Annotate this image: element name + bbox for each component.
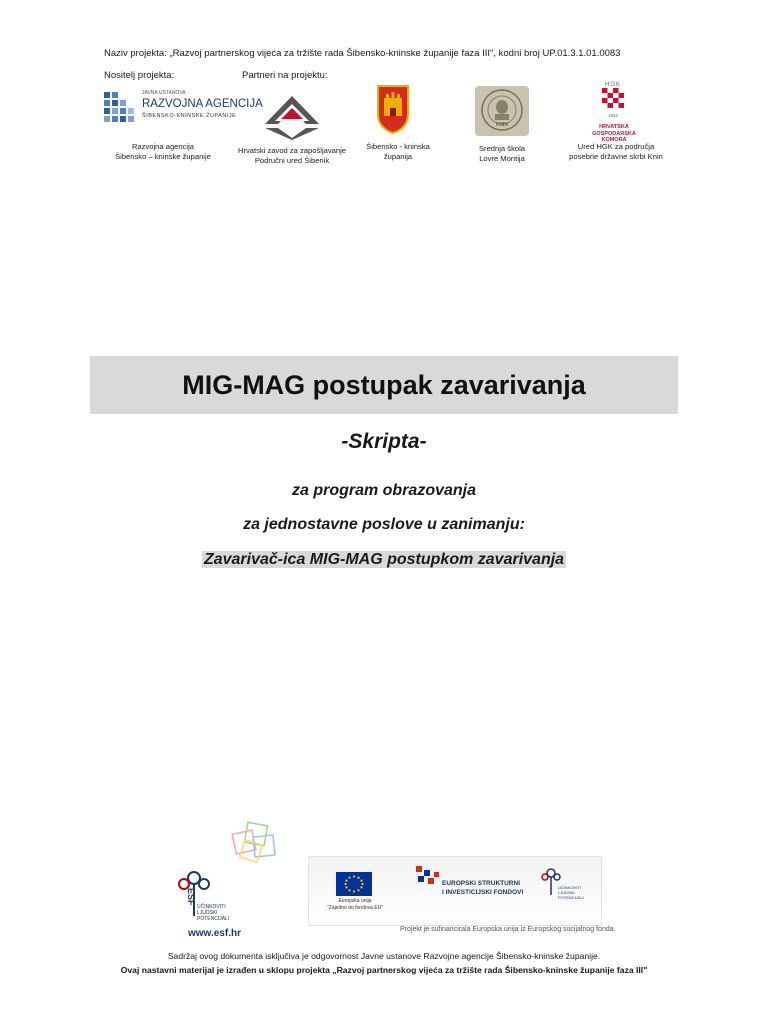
esf-url: www.esf.hr — [188, 928, 241, 939]
county-caption: Šibensko - kninska županija — [366, 142, 430, 162]
school-seal-text: KNIN — [496, 122, 508, 128]
program-line-2: za jednostavne poslove u zanimanju: — [243, 516, 525, 533]
document-subtitle: -Skripta- — [341, 430, 427, 453]
hgk-caption: Ured HGK za područja posebne državne skrbi Knin — [569, 142, 663, 162]
grid-icon — [102, 88, 138, 128]
esif-text: EUROPSKI STRUKTURNI I INVESTICIJSKI FONDOVI — [442, 880, 524, 896]
eu-stars-icon — [336, 872, 372, 896]
esf-small-text: UČINKOVITI LJUDSKI POTENCIJALI — [558, 885, 584, 900]
esf-letters: ESF — [186, 888, 196, 906]
eu-caption: Europska unija "Zajedno do fondova EU" — [326, 898, 384, 911]
ra-caption: Razvojna agencija Šibensko – kninske županije — [115, 142, 211, 162]
project-partners-label: Partneri na projektu: — [242, 70, 328, 81]
hzz-logo — [261, 94, 323, 140]
footer-note: Ovaj nastavni materijal je izrađen u sklopu projekta „Razvoj partnerskog vijeća za tržište rada Šibensko-kninske županije faza III" — [120, 965, 648, 975]
school-seal — [475, 86, 529, 136]
hgk-year: 1852 — [607, 113, 618, 118]
project-name-line: Naziv projekta: „Razvoj partnerskog vijeća za tržište rada Šibensko-kninske županije faza III", kodni broj UP.01.3.1.01.0083 — [104, 48, 621, 59]
razvojna-agencija-logo — [102, 88, 263, 128]
esif-squares-icon — [414, 864, 442, 892]
checkerboard-icon — [602, 88, 624, 108]
esf-squares-graphic-icon — [224, 818, 282, 868]
occupation-text: Zavarivač-ica MIG-MAG postupkom zavarivanja — [203, 551, 565, 568]
school-caption: Srednja škola Lovre Montija — [478, 144, 525, 164]
program-line-1: za program obrazovanja — [291, 482, 477, 499]
hzz-caption: Hrvatski zavod za zapošljavanje Područni ured Šibenik — [237, 146, 347, 166]
document-title: MIG-MAG postupak zavarivanja — [182, 370, 586, 400]
esf-text: UČINKOVITI LJUDSKI POTENCIJALI — [197, 904, 230, 922]
ra-name: RAZVOJNA AGENCIJA — [142, 98, 263, 110]
eu-flag-icon — [336, 872, 372, 896]
hgk-name: HRVATSKA GOSPODARSKA KOMORA — [592, 124, 636, 144]
school-seal-icon — [475, 86, 529, 136]
footer-disclaimer: Sadržaj ovog dokumenta isključiva je odgovornost Javne ustanove Razvojne agencije Šibensko-kninske županije. — [167, 951, 601, 961]
ra-small-text: JAVNA USTANOVA — [142, 90, 186, 96]
ra-subname: ŠIBENSKO-KNINSKE ŽUPANIJE — [142, 113, 237, 119]
occupation-line — [0, 551, 768, 569]
project-holder-label: Nositelj projekta: — [104, 70, 175, 81]
county-coat-of-arms-icon — [376, 84, 410, 134]
banner-text: Projekt je sufinancirala Europska unija iz Europskog socijalnog fonda. — [400, 926, 616, 933]
hgk-letters: HGK — [604, 82, 621, 88]
